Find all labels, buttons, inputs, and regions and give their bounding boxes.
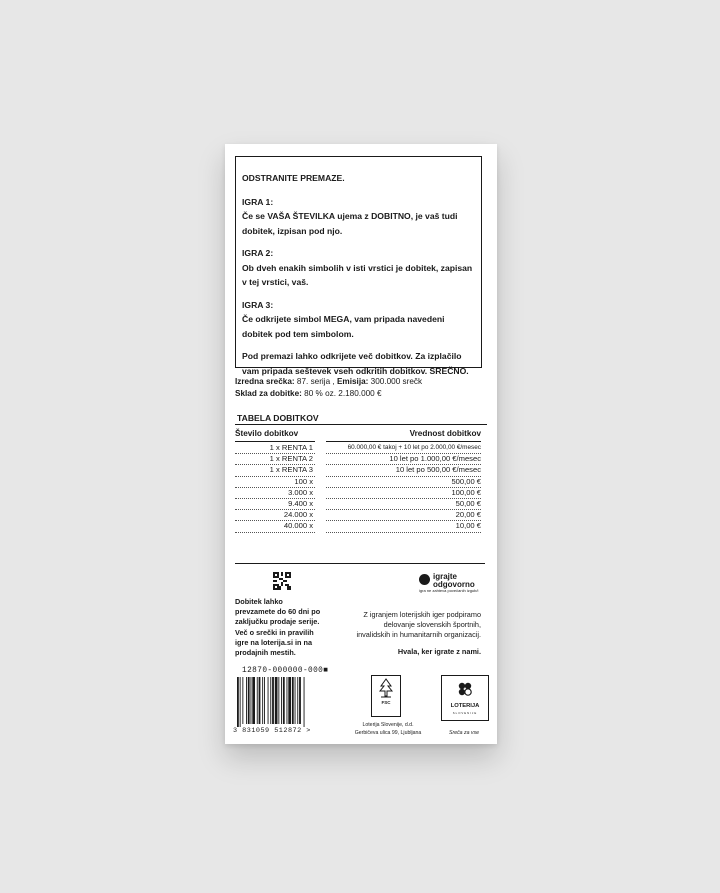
ticket-info	[235, 376, 490, 400]
prize-count-cell: 9.400 x	[235, 499, 315, 510]
prize-value-header: Vrednost dobitkov	[326, 429, 481, 442]
prize-count-cell: 1 x RENTA 2	[235, 454, 315, 465]
prize-value-cell: 20,00 €	[326, 510, 481, 521]
loterija-logo	[441, 675, 489, 721]
prize-table-rule	[235, 424, 487, 425]
support-note: Z igranjem loterijskih iger podpiramo delovanje slovenskih športnih, invalidskih in humanitarnih organizacij.	[356, 610, 481, 640]
responsible-gaming-line-1: igrajte	[433, 572, 458, 581]
emission-label: Emisija:	[336, 377, 369, 386]
barcode-number: 3 831059 512872 >	[233, 727, 327, 735]
responsible-gaming-line-2: odgovorno	[433, 580, 475, 589]
prize-count-cell: 24.000 x	[235, 510, 315, 521]
thanks-note: Hvala, ker igrate z nami.	[397, 647, 481, 656]
emission-value: 300.000 srečk	[370, 377, 423, 386]
game-3-text: Če odkrijete simbol MEGA, vam pripada navedeni dobitek pod tem simbolom.	[242, 314, 445, 339]
prize-value-cell: 10 let po 500,00 €/mesec	[326, 465, 481, 476]
prize-value-cell: 10,00 €	[326, 521, 481, 532]
claim-note: Dobitek lahko prevzamete do 60 dni po zaključku prodaje serije. Več o srečki in pravilih igre na loterija.si in na prodajnih mestih.	[235, 597, 321, 658]
qr-code-icon	[273, 572, 291, 590]
game-1-title: IGRA 1:	[242, 196, 274, 207]
prize-value-cell: 60.000,00 € takoj + 10 let po 2.000,00 €/mesec	[326, 443, 481, 454]
brand-slogan: Sreča za vse	[449, 730, 479, 736]
prize-value-cell: 50,00 €	[326, 499, 481, 510]
prize-count-cell: 3.000 x	[235, 488, 315, 499]
prize-count-column	[235, 429, 315, 533]
game-3-title: IGRA 3:	[242, 299, 274, 310]
instructions-box	[235, 156, 482, 376]
prize-value-cell: 500,00 €	[326, 477, 481, 488]
prize-value-cell: 10 let po 1.000,00 €/mesec	[326, 454, 481, 465]
prize-value-column	[326, 429, 481, 533]
prize-count-cell: 1 x RENTA 1	[235, 443, 315, 454]
game-2-text: Ob dveh enakih simbolih v isti vrstici je dobitek, zapisan v tej vrstici, vaš.	[242, 262, 473, 287]
prize-count-header: Število dobitkov	[235, 429, 315, 442]
game-1-text: Če se VAŠA ŠTEVILKA ujema z DOBITNO, je vaš tudi dobitek, izpisan pod njo.	[242, 211, 458, 236]
ticket-value: 87. serija ,	[296, 377, 335, 386]
company-address: Gerbičeva ulica 99, Ljubljana	[354, 729, 422, 736]
fund-label: Sklad za dobitke:	[235, 389, 302, 398]
barcode-icon	[235, 677, 325, 729]
section-divider	[235, 563, 485, 564]
prize-value-cell: 100,00 €	[326, 488, 481, 499]
brand-name: LOTERIJA	[450, 703, 480, 709]
instructions-heading: ODSTRANITE PREMAZE.	[242, 173, 345, 183]
fsc-certification-logo	[371, 675, 401, 717]
responsible-gaming-logo	[419, 574, 489, 598]
scratch-ticket-back	[225, 144, 497, 744]
responsible-gaming-tagline: igra ne zahteva povečanih izgub/i	[419, 588, 479, 593]
game-2-title: IGRA 2:	[242, 248, 274, 258]
fsc-label: FSC	[381, 700, 391, 705]
ticket-label: Izredna srečka:	[235, 377, 295, 386]
prize-table-title: TABELA DOBITKOV	[237, 413, 319, 423]
fsc-tree-icon	[372, 676, 400, 700]
responsible-gaming-mark-icon	[419, 574, 430, 585]
brand-subtitle: SLOVENIJE	[452, 711, 478, 715]
prize-count-cell: 1 x RENTA 3	[235, 465, 315, 476]
serial-number: 12870-000000-000■	[242, 667, 329, 675]
prize-count-cell: 100 x	[235, 477, 315, 488]
clover-icon	[442, 676, 488, 702]
prize-count-cell: 40.000 x	[235, 521, 315, 532]
fund-value: 80 % oz. 2.180.000 €	[304, 389, 382, 398]
company-name: Loterija Slovenije, d.d.	[362, 722, 414, 728]
company-info	[353, 722, 423, 737]
instructions-footer: Pod premazi lahko odkrijete več dobitkov. Za izplačilo vam pripada seštevek vseh odkritih dobitkov. SREČNO.	[242, 351, 469, 376]
